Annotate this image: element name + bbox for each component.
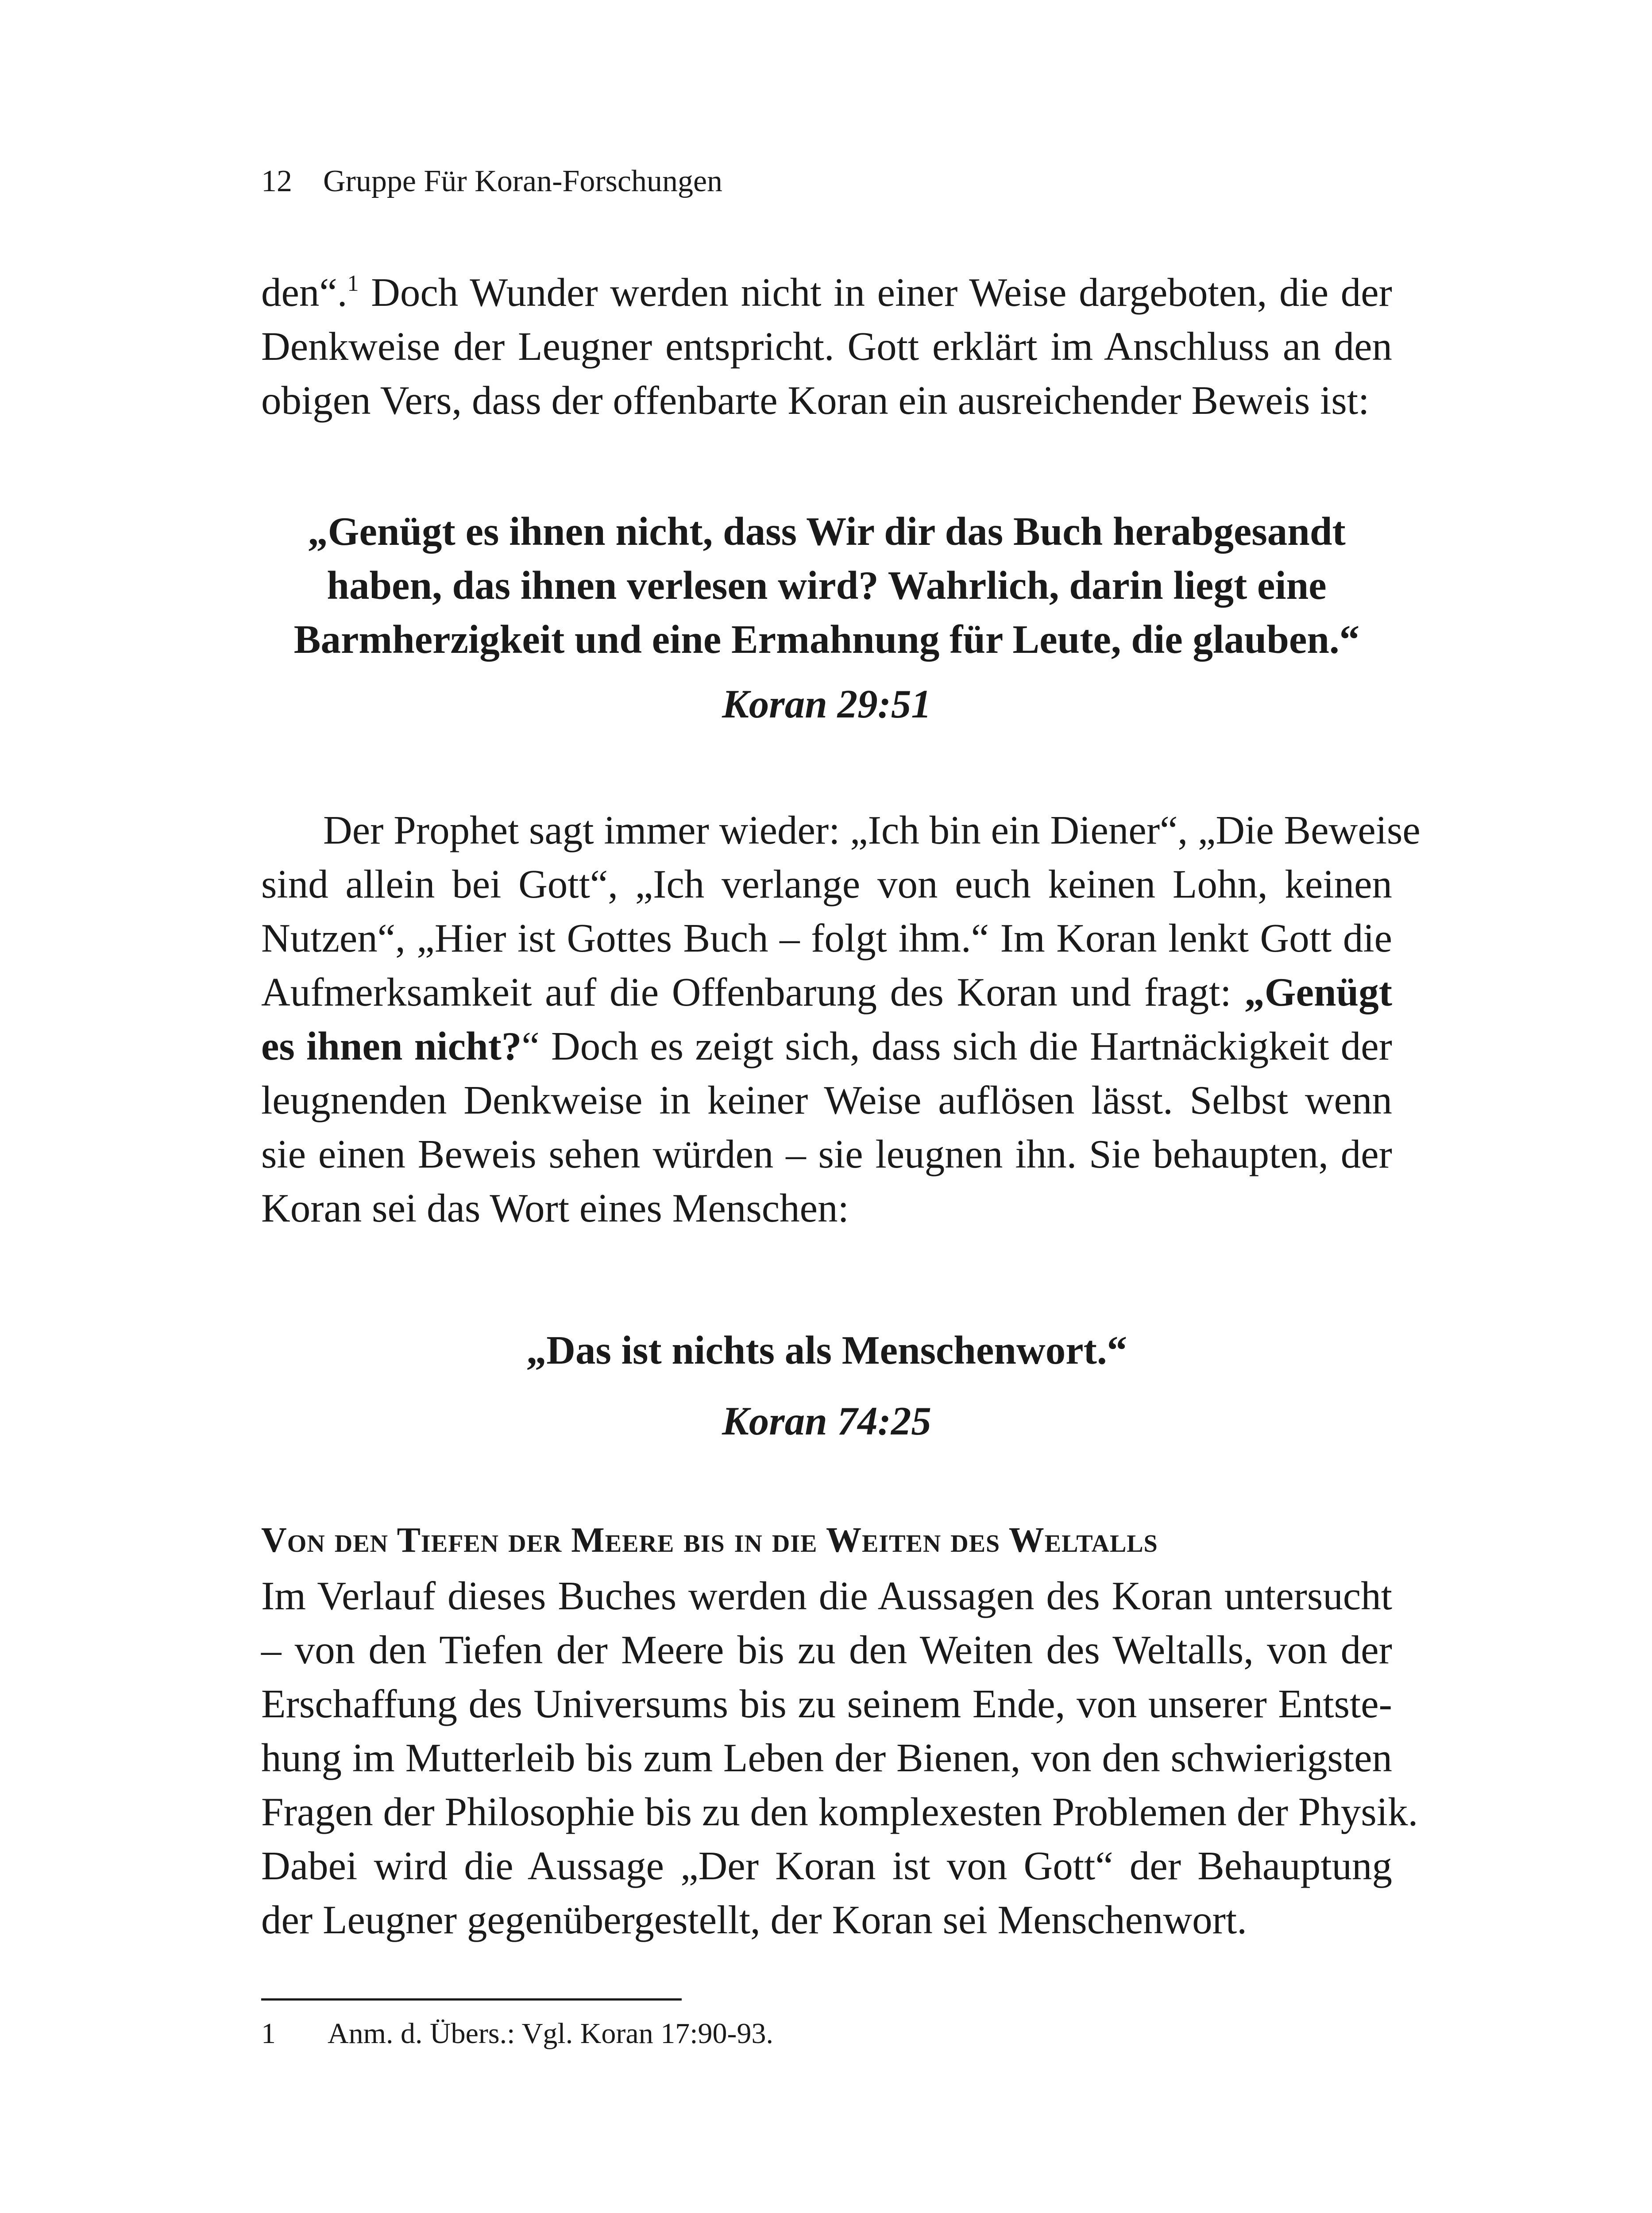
footnote	[261, 2012, 773, 2056]
quote-line: Barmherzigkeit und eine Ermahnung für Leute, die glauben.“	[293, 617, 1360, 662]
bold-text: „Genügt	[1244, 970, 1392, 1014]
paragraph-2	[261, 803, 1420, 1235]
footnote-marker: 1	[347, 271, 359, 296]
section-heading: Von den Tiefen der Meere bis in die Weiten des Weltalls	[261, 1521, 1158, 1560]
text-fragment: Aufmerksamkeit auf die Offenbarung des Koran und fragt:	[261, 970, 1245, 1014]
text-line: Der Prophet sagt immer wieder: „Ich bin ein Diener“, „Die Beweise	[323, 808, 1420, 852]
running-title: Gruppe Für Koran-Forschungen	[323, 164, 723, 198]
quote-line: haben, das ihnen verlesen wird? Wahrlich, darin liegt eine	[327, 563, 1327, 608]
page-number: 12	[261, 164, 292, 198]
text-line: sie einen Beweis sehen würden – sie leugnen ihn. Sie behaupten, der	[261, 1132, 1392, 1176]
paragraph-1	[261, 266, 1392, 428]
running-header	[261, 159, 722, 204]
quote-citation-2: Koran 74:25	[722, 1399, 931, 1443]
quote-line: „Das ist nichts als Menschenwort.“	[526, 1328, 1127, 1373]
text-line: Fragen der Philosophie bis zu den komplexesten Problemen der Physik.	[261, 1789, 1418, 1834]
text-fragment: den“.	[261, 270, 347, 315]
text-line	[261, 965, 1392, 1019]
quote-line: „Genügt es ihnen nicht, dass Wir dir das Buch herabgesandt	[308, 509, 1346, 554]
text-line: – von den Tiefen der Meere bis zu den Weiten des Weltalls, von der	[261, 1627, 1392, 1672]
text-line: hung im Mutterleib bis zum Leben der Bienen, von den schwierigsten	[261, 1735, 1392, 1780]
text-line: Dabei wird die Aussage „Der Koran ist von Gott“ der Behauptung	[261, 1843, 1392, 1888]
text-line: Nutzen“, „Hier ist Gottes Buch – folgt ihm.“ Im Koran lenkt Gott die	[261, 916, 1392, 960]
text-line: leugnenden Denkweise in keiner Weise auflösen lässt. Selbst wenn	[261, 1078, 1392, 1122]
text-line: Erschaffung des Universums bis zu seinem Ende, von unserer Entste-	[261, 1681, 1392, 1726]
bold-text: es ihnen nicht?	[261, 1024, 522, 1068]
quote-block-2	[261, 1323, 1392, 1377]
text-line	[261, 266, 1392, 320]
quote-citation-1: Koran 29:51	[722, 682, 931, 726]
text-line: Koran sei das Wort eines Menschen:	[261, 1186, 849, 1230]
text-line: Denkweise der Leugner entspricht. Gott erklärt im Anschluss an den	[261, 324, 1392, 369]
footnote-divider	[261, 1998, 682, 2001]
text-fragment: Doch Wunder werden nicht in einer Weise dargeboten, die der	[359, 270, 1392, 315]
paragraph-3	[261, 1569, 1418, 1947]
footnote-number: 1	[261, 2017, 276, 2050]
text-line: sind allein bei Gott“, „Ich verlange von euch keinen Lohn, keinen	[261, 862, 1392, 906]
quote-block-1	[261, 505, 1392, 667]
text-line: Im Verlauf dieses Buches werden die Aussagen des Koran untersucht	[261, 1573, 1392, 1618]
text-line: obigen Vers, dass der offenbarte Koran ein ausreichender Beweis ist:	[261, 378, 1370, 423]
footnote-text: Anm. d. Übers.: Vgl. Koran 17:90-93.	[328, 2017, 774, 2050]
text-line: der Leugner gegenübergestellt, der Koran sei Menschenwort.	[261, 1897, 1247, 1942]
text-line	[261, 1019, 1392, 1073]
book-page	[261, 0, 1420, 2213]
text-fragment: “ Doch es zeigt sich, dass sich die Hartnäckigkeit der	[521, 1024, 1392, 1068]
